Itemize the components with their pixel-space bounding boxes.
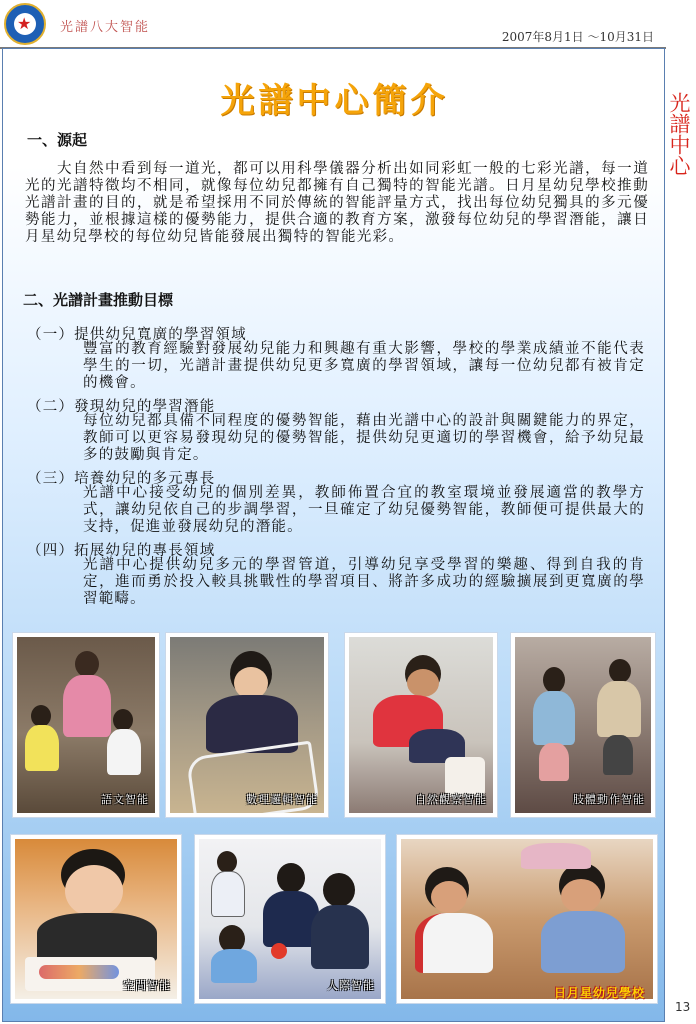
header-brand: 光譜八大智能	[60, 20, 151, 35]
section-heading-goals: 二、光譜計畫推動目標	[23, 291, 174, 309]
photo-caption: 空間智能	[123, 979, 171, 992]
goal-item-body: 每位幼兒都具備不同程度的優勢智能，藉由光譜中心的設計與關鍵能力的界定，教師可以更容易發現幼兒的優勢智能，提供幼兒更適切的學習機會，給予幼兒最多的鼓勵與肯定。	[83, 413, 645, 463]
header-date: 2007年8月1日 ～10月31日	[501, 30, 654, 44]
photo-caption: 語文智能	[101, 793, 149, 806]
goal-item-label: （四）拓展幼兒的專長領域	[27, 543, 216, 559]
goal-item-label: （三）培養幼兒的多元專長	[27, 471, 216, 487]
star-icon: ★	[17, 14, 32, 33]
goal-item-body: 豐富的教育經驗對發展幼兒能力和興趣有重大影響，學校的學業成績並不能代表學生的一切，光譜計畫提供幼兒更多寬廣的學習領域，讓每一位幼兒都有被肯定的機會。	[83, 341, 645, 391]
origin-paragraph: 大自然中看到每一道光，都可以用科學儀器分析出如同彩虹一般的七彩光譜，每一道光的光譜特徵均不相同，就像每位幼兒都擁有自己獨特的智能光譜。日月星幼兒學校推動光譜計畫的目的，就是希望採用不同於傳統的智能評量方式，找出每位幼兒獨具的多元優勢能力，並根據這樣的優勢能力，提供合適的教育方案，激發每位幼兒的學習潛能，讓日月星幼兒學校的每位幼兒皆能發展出獨特的智能光彩。	[25, 161, 649, 245]
content-panel	[2, 48, 665, 1022]
photo-spatial	[11, 835, 181, 1003]
photo-logical-math	[166, 633, 328, 817]
photo-caption: 人際智能	[327, 979, 375, 992]
school-watermark: 日月星幼兒學校	[554, 986, 646, 1000]
section-heading-origin: 一、源起	[27, 131, 88, 149]
photo-naturalist	[345, 633, 497, 817]
school-logo	[4, 3, 46, 45]
goal-item-label: （一）提供幼兒寬廣的學習領域	[27, 327, 247, 343]
side-title: 光譜中心	[667, 92, 691, 176]
goal-item-body: 光譜中心接受幼兒的個別差異，教師佈置合宜的教室環境並發展適當的教學方式，讓幼兒依自己的步調學習，一旦確定了幼兒優勢智能，教師便可提供最大的支持，促進並發展幼兒的潛能。	[83, 485, 645, 535]
photo-bodily-kinesthetic	[511, 633, 655, 817]
page-number: 13	[675, 1000, 691, 1014]
page-title: 光譜中心簡介	[220, 81, 449, 121]
photo-children-playing	[397, 835, 657, 1003]
photo-caption: 數理邏輯智能	[246, 793, 318, 806]
photo-caption: 肢體動作智能	[573, 793, 645, 806]
goal-item-body: 光譜中心提供幼兒多元的學習管道，引導幼兒享受學習的樂趣、得到自我的肯定，進而勇於投入較具挑戰性的學習項目、將許多成功的經驗擴展到更寬廣的學習範疇。	[83, 557, 645, 607]
photo-caption: 自然觀察智能	[415, 793, 487, 806]
goal-item-label: （二）發現幼兒的學習潛能	[27, 399, 216, 415]
photo-linguistic	[13, 633, 159, 817]
photo-interpersonal	[195, 835, 385, 1003]
